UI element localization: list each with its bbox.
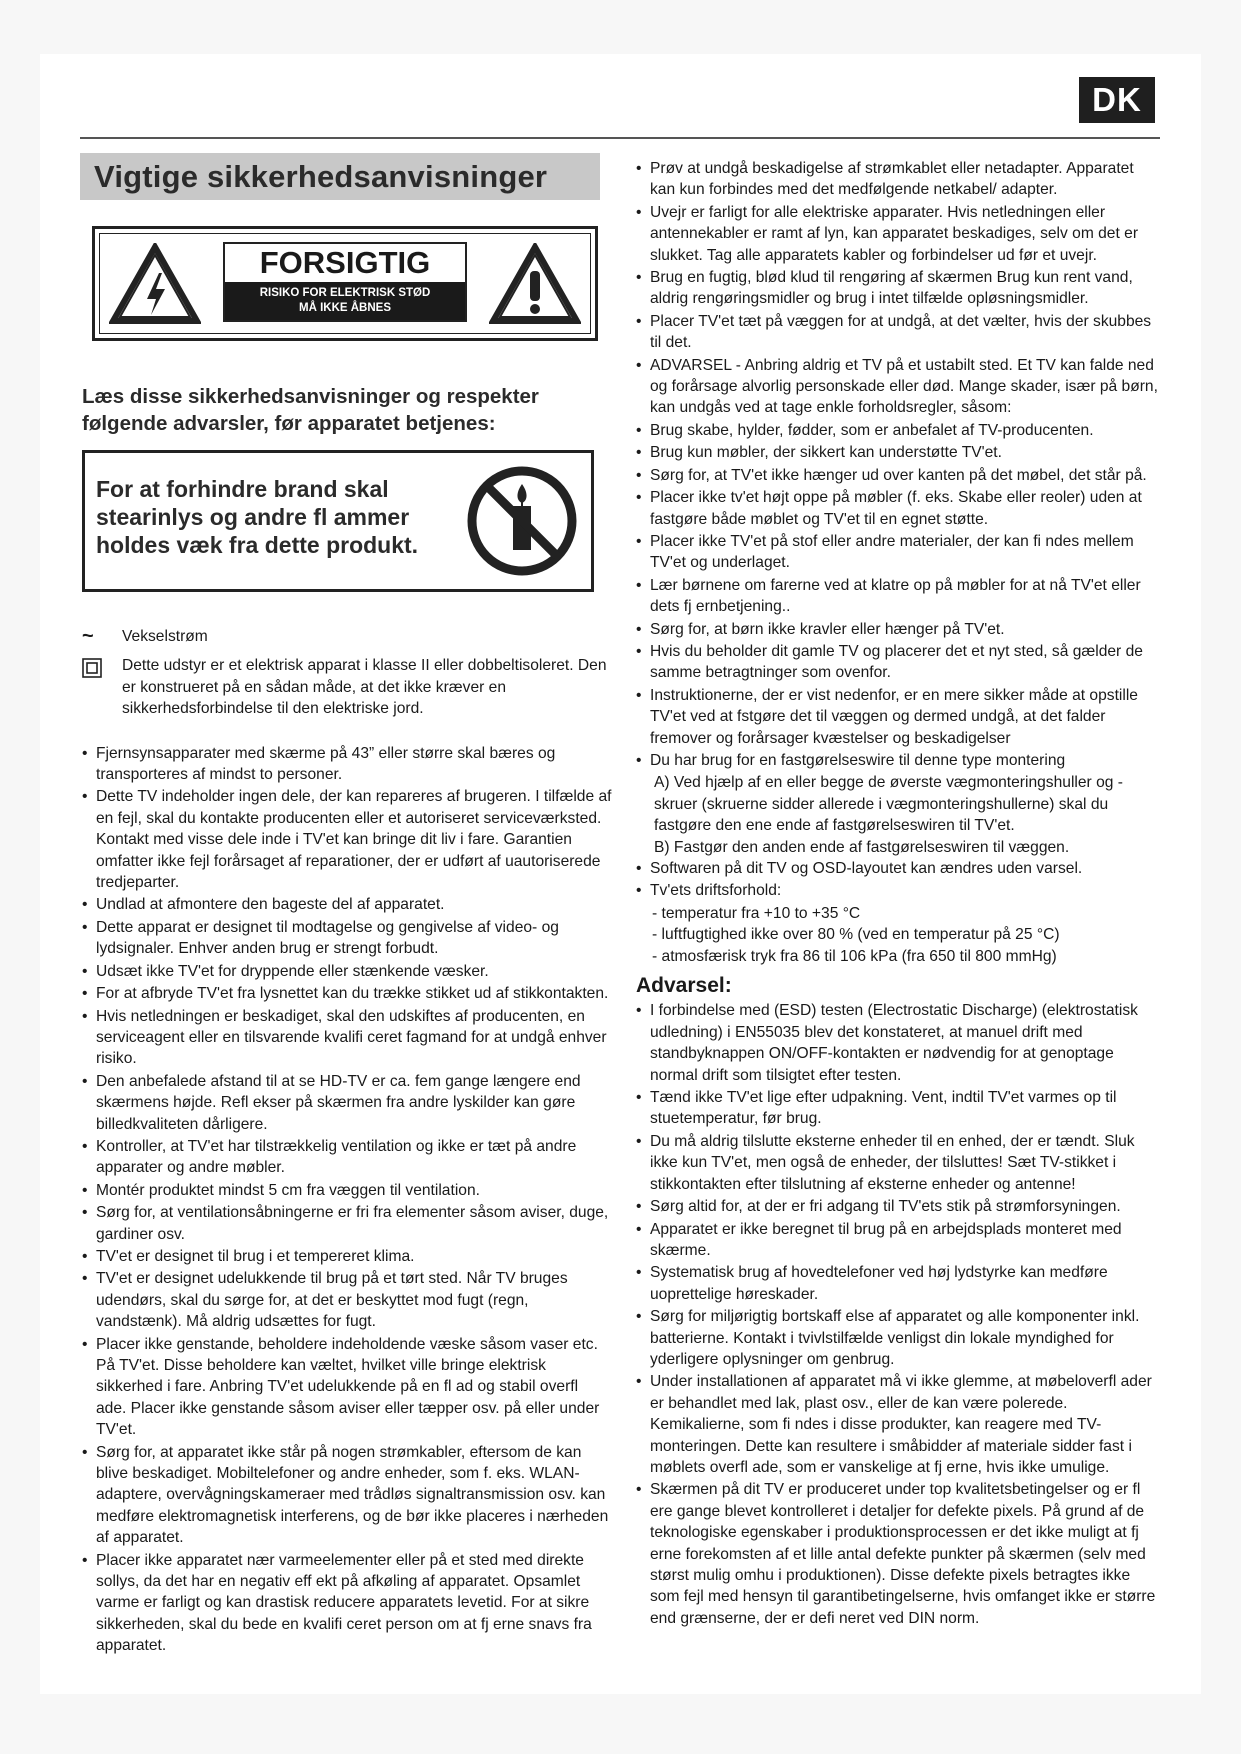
list-item: • Tv'ets driftsforhold:	[636, 880, 1161, 901]
list-item: • Placer TV'et tæt på væggen for at undgå, at det vælter, hvis der skubbes til det.	[636, 311, 1161, 354]
list-item: • Undlad at afmontere den bageste del af apparatet.	[82, 894, 612, 915]
ac-symbol-row	[82, 626, 612, 647]
advarsel-bullet-list	[636, 1000, 1161, 1629]
condition-temperature: - temperatur fra +10 to +35 °C	[652, 904, 861, 922]
caution-center-panel	[223, 242, 467, 322]
list-item: • Placer ikke genstande, beholdere indeholdende væske såsom vaser etc. På TV'et. Disse beholdere kan væltet, hvilket ville bringe elektrisk sikkerhed i fare. Anbring TV'et udelukkende på en fl ad og stabil overfl ade. Placer ikke genstande såsom aviser eller tæpper osv. på eller under TV'et.	[82, 1334, 612, 1441]
caution-word: FORSIGTIG	[259, 245, 431, 281]
list-item: • Placer ikke apparatet nær varmeelementer eller på et sted med direkte sollys, da det har en negativ eff ekt på afkøling af apparatet. Opsamlet varme er farligt og kan drastisk reducere apparatets levetid. For at sikre sikkerheden, skal du bede en kvalifi ceret person om at fj erne snavs fra apparatet.	[82, 1550, 612, 1657]
list-item: • Sørg for, at børn ikke kravler eller hænger på TV'et.	[636, 619, 1161, 640]
list-item: • Apparatet er ikke beregnet til brug på en arbejdsplads monteret med skærme.	[636, 1219, 1161, 1262]
list-item: • Montér produktet mindst 5 cm fra væggen til ventilation.	[82, 1180, 612, 1201]
advarsel-heading: Advarsel:	[636, 974, 732, 998]
list-item: • Tænd ikke TV'et lige efter udpakning. Vent, indtil TV'et varmes op til stuetemperatur, før brug.	[636, 1087, 1161, 1130]
list-item: • Hvis du beholder dit gamle TV og placerer det et nyt sted, så gælder de samme betragtninger som ovenfor.	[636, 641, 1161, 684]
caution-line-1: RISIKO FOR ELEKTRISK STØD	[259, 287, 431, 299]
page-title: Vigtige sikkerhedsanvisninger	[94, 158, 548, 194]
right-bullet-list-b	[636, 858, 1161, 902]
list-item: • Brug en fugtig, blød klud til rengøring af skærmen Brug kun rent vand, aldrig rengøringsmidler og brug i intet tilfælde opløsningsmidler.	[636, 267, 1161, 310]
list-item: • Softwaren på dit TV og OSD-layoutet kan ændres uden varsel.	[636, 858, 1161, 879]
list-item: • Sørg for miljørigtig bortskaff else af apparatet og alle komponenter inkl. batterierne. Kontakt i tvivlstilfælde venligst din lokale myndighed for yderligere oplysninger om genbrug.	[636, 1306, 1161, 1370]
right-bullet-list-a	[636, 158, 1161, 771]
alternating-current-icon: ~	[82, 625, 94, 647]
list-item: • Dette apparat er designet til modtagelse og gengivelse af video- og lydsignaler. Enhver anden brug er strengt forbudt.	[82, 917, 612, 960]
fire-warning-box	[82, 450, 594, 592]
no-open-flame-icon	[465, 464, 579, 578]
condition-pressure: - atmosfærisk tryk fra 86 til 106 kPa (fra 650 til 800 mmHg)	[652, 947, 1057, 965]
list-item: • Prøv at undgå beskadigelse af strømkablet eller netadapter. Apparatet kan kun forbindes med det medfølgende netkabel/ adapter.	[636, 158, 1161, 201]
list-item: • Sørg for, at apparatet ikke står på nogen strømkabler, eftersom de kan blive beskadiget. Mobiltelefoner og andre enheder, som f. eks. WLAN-adaptere, overvågningskameraer med trådløs signaltransmission osv. kan medføre elektromagnetisk interferens, og de bør ikke placeres i nærheden af apparatet.	[82, 1442, 612, 1549]
list-item: • For at afbryde TV'et fra lysnettet kan du trække stikket ud af stikkontakten.	[82, 983, 612, 1004]
exclamation-warning-icon	[489, 243, 581, 325]
mount-step-a: A) Ved hjælp af en eller begge de øverste vægmonteringshuller og -skruer (skruerne sidder allerede i vægmonteringshullerne) skal du fastgøre den ene ende af fastgørelseswiren til TV'et.	[654, 774, 1123, 835]
list-item: • Lær børnene om farerne ved at klatre op på møbler for at nå TV'et eller dets fj ernbetjening..	[636, 575, 1161, 618]
list-item: • Skærmen på dit TV er produceret under top kvalitetsbetingelser og er fl ere gange blevet kontrolleret i detaljer for defekte pixels. På grund af de teknologiske egenskaber i produktionsprocessen er det ikke muligt at fj erne forekomsten af et lille antal defekte punkter på skærmen (selv med størst mulig omhu i produktionen). Disse defekte pixels betragtes ikke som fejl med hensyn til garantibetingelserne, hvis omfanget ikke er større end grænserne, der er defi neret ved DIN norm.	[636, 1479, 1161, 1629]
title-bar	[80, 153, 600, 200]
list-item: • TV'et er designet udelukkende til brug på et tørt sted. Når TV bruges udendørs, skal du sørge for, at det er beskyttet mod fugt (regn, vandstænk). Må aldrig udsættes for fugt.	[82, 1268, 612, 1332]
list-item: • Sørg for, at TV'et ikke hænger ud over kanten på det møbel, det står på.	[636, 465, 1161, 486]
list-item: • Sørg altid for, at der er fri adgang til TV'ets stik på strømforsyningen.	[636, 1196, 1161, 1217]
list-item: • I forbindelse med (ESD) testen (Electrostatic Discharge) (elektrostatisk udledning) i EN55035 blev det konstateret, at manuel drift med standbyknappen ON/OFF-kontakten er nødvendig for at genoptage normal drift som tilsigtet efter testen.	[636, 1000, 1161, 1086]
list-item: • Placer ikke tv'et højt oppe på møbler (f. eks. Skabe eller reoler) uden at fastgøre både møblet og TV'et til en egnet støtte.	[636, 487, 1161, 530]
class2-text: Dette udstyr er et elektrisk apparat i klasse II eller dobbeltisoleret. Den er konstrueret på en sådan måde, at det ikke kræver en sikkerhedsforbindelse til den elektriske jord.	[122, 657, 607, 718]
list-item: • Systematisk brug af hovedtelefoner ved høj lydstyrke kan medføre uoprettelige høreskader.	[636, 1262, 1161, 1305]
header-rule	[80, 137, 1160, 139]
list-item: • Placer ikke TV'et på stof eller andre materialer, der kan fi ndes mellem TV'et og underlaget.	[636, 531, 1161, 574]
list-item: • Udsæt ikke TV'et for dryppende eller stænkende væsker.	[82, 961, 612, 982]
list-item: • Du har brug for en fastgørelseswire til denne type montering	[636, 750, 1161, 771]
mount-step-b: B) Fastgør den anden ende af fastgørelseswiren til væggen.	[654, 838, 1070, 856]
fire-warning-text: For at forhindre brand skal stearinlys og andre fl ammer holdes væk fra dette produkt.	[96, 476, 419, 558]
language-badge: DK	[1079, 77, 1155, 123]
list-item: • Brug kun møbler, der sikkert kan understøtte TV'et.	[636, 442, 1161, 463]
read-instructions-heading: Læs disse sikkerhedsanvisninger og respekter følgende advarsler, før apparatet betjenes:	[82, 385, 539, 435]
class2-symbol-row	[82, 655, 612, 719]
list-item: • Uvejr er farligt for alle elektriske apparater. Hvis netledningen eller antennekabler er ramt af lyn, kan apparatet beskadiges, selv om det er slukket. Tag alle apparatets kabler og forbindelser ud før et uvejr.	[636, 202, 1161, 266]
right-column	[636, 158, 1161, 1630]
list-item: • Du må aldrig tilslutte eksterne enheder til en enhed, der er tændt. Sluk ikke kun TV'et, men også de enheder, der tilsluttes! Sæt TV-stikket i stikkontakten efter tilslutning af eksterne enheder og antenne!	[636, 1131, 1161, 1195]
double-insulation-icon	[82, 658, 102, 678]
list-item: • Hvis netledningen er beskadiget, skal den udskiftes af producenten, en serviceagent eller en tilsvarende kvalifi ceret fagmand for at undgå enhver risiko.	[82, 1006, 612, 1070]
list-item: • ADVARSEL - Anbring aldrig et TV på et ustabilt sted. Et TV kan falde ned og forårsage alvorlig personskade eller død. Mange skader, især på børn, kan undgås ved at tage enkle forholdsregler, såsom:	[636, 355, 1161, 419]
list-item: • Sørg for, at ventilationsåbningerne er fri fra elementer såsom aviser, duge, gardiner osv.	[82, 1202, 612, 1245]
list-item: • Kontroller, at TV'et har tilstrækkelig ventilation og ikke er tæt på andre apparater og andre møbler.	[82, 1136, 612, 1179]
list-item: • TV'et er designet til brug i et tempereret klima.	[82, 1246, 612, 1267]
list-item: • Brug skabe, hylder, fødder, som er anbefalet af TV-producenten.	[636, 420, 1161, 441]
list-item: • Den anbefalede afstand til at se HD-TV er ca. fem gange længere end skærmens højde. Refl ekser på skærmen fra andre lyskilder kan gøre billedkvaliteten dårligere.	[82, 1071, 612, 1135]
left-column	[82, 153, 612, 1658]
condition-humidity: - luftfugtighed ikke over 80 % (ved en temperatur på 25 °C)	[652, 926, 1060, 944]
mount-steps	[636, 772, 1161, 858]
left-bullet-list	[82, 743, 612, 1657]
list-item: • Under installationen af apparatet må vi ikke glemme, at møbeloverfl ader er behandlet med lak, plast osv., eller de kan være polerede. Kemikalierne, som fi ndes i disse produkter, kan reagere med TV-monteringen. Dette kan resultere i småbidder af materiale sidder fast i møblets overfl ade, som er vanskelige at fj erne, hvis ikke umulige.	[636, 1371, 1161, 1478]
operating-conditions	[636, 903, 1161, 967]
list-item: • Dette TV indeholder ingen dele, der kan repareres af brugeren. I tilfælde af en fejl, skal du kontakte producenten eller et autoriseret serviceværksted. Kontakt med visse dele inde i TV'et kan bringe dit liv i fare. Garantien omfatter ikke fejl forårsaget af reparationer, der er udført af uautoriserede tredjeparter.	[82, 786, 612, 893]
electric-shock-warning-icon	[109, 243, 201, 325]
list-item: • Instruktionerne, der er vist nedenfor, er en mere sikker måde at opstille TV'et ved at fstgøre det til væggen og dermed undgå, at det falder fremover og forårsager kvæstelser og beskadigelser	[636, 685, 1161, 749]
caution-line-2: MÅ IKKE ÅBNES	[298, 302, 391, 314]
ac-label: Vekselstrøm	[122, 628, 208, 645]
caution-strip	[225, 282, 465, 320]
list-item: • Fjernsynsapparater med skærme på 43” eller større skal bæres og transporteres af mindst to personer.	[82, 743, 612, 786]
caution-label	[92, 226, 598, 341]
